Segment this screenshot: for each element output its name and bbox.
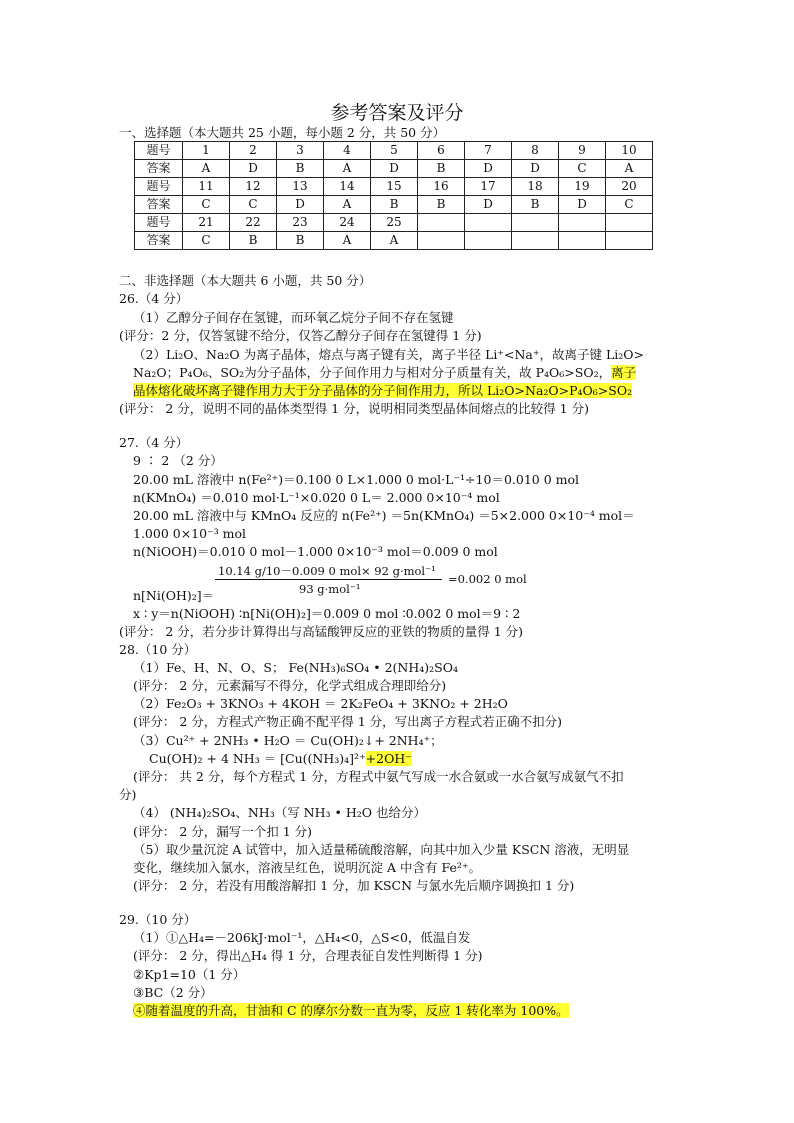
answer-cell: A <box>371 232 418 250</box>
answer-cell: 12 <box>230 178 277 196</box>
answer-cell: C <box>183 196 230 214</box>
q26-highlight: 离子 <box>611 365 637 380</box>
answer-cell: D <box>277 196 324 214</box>
answer-cell: B <box>371 196 418 214</box>
q26-part1: （1）乙醇分子间存在氢键，而环氧乙烷分子间不存在氢键 <box>133 310 454 325</box>
q29-part1: （1）①△H₄=－206kJ·mol⁻¹，△H₄<0，△S<0，低温自发 <box>133 930 471 945</box>
answer-cell <box>418 232 465 250</box>
q27-heading: 27.（4 分） <box>119 435 189 450</box>
answer-cell: 24 <box>324 214 371 232</box>
answer-cell: 15 <box>371 178 418 196</box>
q26-highlight-line: 晶体熔化破坏离子键作用力大于分子晶体的分子间作用力，所以 Li₂O>Na₂O>P₄O₆>SO₂ <box>133 383 633 398</box>
answer-cell: 6 <box>418 142 465 160</box>
q26-score1: (评分：2 分，仅答氢键不给分，仅答乙醇分子间存在氢键得 1 分) <box>119 328 482 343</box>
answer-cell: D <box>512 160 559 178</box>
row-label-cell: 答案 <box>135 196 183 214</box>
fraction-bar <box>215 579 442 580</box>
answer-cell: C <box>559 160 606 178</box>
section1-heading: 一、选择题（本大题共 25 小题，每小题 2 分，共 50 分） <box>119 125 446 140</box>
q29-part2: ②Kp1=10（1 分） <box>133 967 246 982</box>
q26-text: Na₂O；P₄O₆、SO₂为分子晶体，分子间作用力与相对分子质量有关，故 P₄O₆>SO₂， <box>133 365 612 380</box>
answer-cell: 5 <box>371 142 418 160</box>
answer-cell: 7 <box>465 142 512 160</box>
row-label-cell: 题号 <box>135 178 183 196</box>
q28-score5: (评分： 2 分，若没有用酸溶解扣 1 分，加 KSCN 与氯水先后顺序调换扣 1 分) <box>133 878 575 893</box>
answer-cell: D <box>230 160 277 178</box>
section2-heading: 二、非选择题（本大题共 6 小题，共 50 分） <box>119 273 372 288</box>
answer-cell: A <box>324 196 371 214</box>
answer-cell: B <box>277 160 324 178</box>
answer-cell: 3 <box>277 142 324 160</box>
table-row <box>135 160 653 178</box>
fraction-numerator: 10.14 g/10－0.009 0 mol× 92 g·mol⁻¹ <box>218 564 436 578</box>
q26-score2: (评分： 2 分，说明不同的晶体类型得 1 分，说明相同类型晶体间熔点的比较得 1 分) <box>119 401 589 416</box>
q28-score4: (评分： 2 分，漏写一个扣 1 分) <box>133 824 313 839</box>
answer-cell: D <box>465 196 512 214</box>
answer-cell: C <box>183 232 230 250</box>
answer-cell: C <box>606 196 653 214</box>
q28-score3-cont: 分) <box>119 787 137 802</box>
q26-part2-line2 <box>133 364 636 382</box>
answer-cell: B <box>230 232 277 250</box>
q27-line2: 20.00 mL 溶液中 n(Fe²⁺)＝0.100 0 L×1.000 0 mol·L⁻¹÷10＝0.010 0 mol <box>133 472 580 487</box>
q28-heading: 28.（10 分） <box>119 642 197 657</box>
answer-cell: 23 <box>277 214 324 232</box>
q27-line3: n(KMnO₄) ＝0.010 mol·L⁻¹×0.020 0 L＝ 2.000 0×10⁻⁴ mol <box>133 490 500 505</box>
answer-cell: A <box>606 160 653 178</box>
answer-cell: A <box>183 160 230 178</box>
answer-cell: 18 <box>512 178 559 196</box>
table-row <box>135 142 653 160</box>
answer-cell: B <box>418 196 465 214</box>
answer-cell <box>465 214 512 232</box>
answer-cell <box>418 214 465 232</box>
table-row <box>135 232 653 250</box>
q29-heading: 29.（10 分） <box>119 912 197 927</box>
answer-cell: 2 <box>230 142 277 160</box>
answer-cell <box>512 214 559 232</box>
row-label-cell: 答案 <box>135 160 183 178</box>
q28-part1: （1）Fe、H、N、O、S； Fe(NH₃)₆SO₄ • 2(NH₄)₂SO₄ <box>133 660 458 675</box>
q27-line4: 20.00 mL 溶液中与 KMnO₄ 反应的 n(Fe²⁺) ＝5n(KMnO₄) ＝5×2.000 0×10⁻⁴ mol＝ <box>133 508 635 523</box>
q26-part2-line3 <box>133 382 632 400</box>
q28-part3-line2 <box>149 750 412 768</box>
q28-score3: (评分： 共 2 分，每个方程式 1 分，方程式中氨气写成一水合氨或一水合氨写成氨气不扣 <box>133 769 624 784</box>
answer-cell <box>559 232 606 250</box>
q28-part3: （3）Cu²⁺ + 2NH₃ • H₂O ＝ Cu(OH)₂↓+ 2NH₄⁺； <box>133 733 443 748</box>
q27-line7: n[Ni(OH)₂]＝ <box>133 588 215 603</box>
answer-cell: 22 <box>230 214 277 232</box>
row-label-cell: 题号 <box>135 214 183 232</box>
q28-score1: (评分： 2 分，元素漏写不得分，化学式组成合理即给分) <box>133 678 447 693</box>
answer-cell: 25 <box>371 214 418 232</box>
q26-heading: 26.（4 分） <box>119 291 189 306</box>
q28-part5: （5）取少量沉淀 A 试管中，加入适量稀硫酸溶解，向其中加入少量 KSCN 溶液，无明显 <box>133 842 630 857</box>
answer-cell: B <box>277 232 324 250</box>
q27-line5: 1.000 0×10⁻³ mol <box>133 526 247 541</box>
q28-highlight: +2OH⁻ <box>365 751 412 766</box>
answer-cell: B <box>418 160 465 178</box>
answer-cell: 16 <box>418 178 465 196</box>
answer-cell: 14 <box>324 178 371 196</box>
answer-cell: C <box>230 196 277 214</box>
answer-cell: 10 <box>606 142 653 160</box>
q29-part3: ③BC（2 分） <box>133 985 213 1000</box>
answer-cell: 9 <box>559 142 606 160</box>
answer-cell: 13 <box>277 178 324 196</box>
q27-score: (评分： 2 分，若分步计算得出与高锰酸钾反应的亚铁的物质的量得 1 分) <box>119 624 524 639</box>
answer-cell <box>606 214 653 232</box>
fraction-result: =0.002 0 mol <box>448 572 527 586</box>
table-row <box>135 178 653 196</box>
table-row <box>135 196 653 214</box>
page-title: 参考答案及评分 <box>330 102 464 124</box>
answer-cell: 21 <box>183 214 230 232</box>
answer-cell: 19 <box>559 178 606 196</box>
answer-cell <box>559 214 606 232</box>
answer-cell: 20 <box>606 178 653 196</box>
answer-cell: A <box>324 232 371 250</box>
answer-cell: A <box>324 160 371 178</box>
q27-line8: x ∶ y＝n(NiOOH) ∶n[Ni(OH)₂]＝0.009 0 mol ∶0.002 0 mol＝9 ∶ 2 <box>133 606 521 621</box>
row-label-cell: 答案 <box>135 232 183 250</box>
answer-table <box>134 141 653 250</box>
row-label-cell: 题号 <box>135 142 183 160</box>
answer-cell: 17 <box>465 178 512 196</box>
q28-part2: （2）Fe₂O₃ + 3KNO₃ + 4KOH ＝ 2K₂FeO₄ + 3KNO₂ + 2H₂O <box>133 696 508 711</box>
answer-cell: 8 <box>512 142 559 160</box>
q27-answer: 9 ∶ 2 （2 分） <box>133 453 223 468</box>
q28-equation: Cu(OH)₂ + 4 NH₃ ＝ [Cu((NH₃)₄]²⁺ <box>149 751 366 766</box>
answer-cell <box>465 232 512 250</box>
fraction-denominator: 93 g·mol⁻¹ <box>299 582 361 596</box>
answer-cell <box>606 232 653 250</box>
answer-cell: D <box>559 196 606 214</box>
q29-highlight: ④随着温度的升高，甘油和 C 的摩尔分数一直为零，反应 1 转化率为 100%。 <box>133 1003 569 1018</box>
q29-part4 <box>133 1002 569 1020</box>
answer-cell: 1 <box>183 142 230 160</box>
table-row <box>135 214 653 232</box>
q29-score1: (评分： 2 分，得出△H₄ 得 1 分，合理表征自发性判断得 1 分) <box>133 948 483 963</box>
q27-line6: n(NiOOH)＝0.010 0 mol－1.000 0×10⁻³ mol＝0.009 0 mol <box>133 544 498 559</box>
answer-cell: D <box>371 160 418 178</box>
answer-cell: 4 <box>324 142 371 160</box>
answer-cell: D <box>465 160 512 178</box>
answer-cell: B <box>512 196 559 214</box>
q28-score2: (评分： 2 分，方程式产物正确不配平得 1 分，写出离子方程式若正确不扣分) <box>133 714 563 729</box>
q28-part4: （4） (NH₄)₂SO₄、NH₃（写 NH₃ • H₂O 也给分） <box>133 805 426 820</box>
q28-part5-line2: 变化，继续加入氯水，溶液呈红色，说明沉淀 A 中含有 Fe²⁺。 <box>133 860 481 875</box>
answer-cell <box>512 232 559 250</box>
answer-cell: 11 <box>183 178 230 196</box>
q26-part2: （2）Li₂O、Na₂O 为离子晶体，熔点与离子键有关，离子半径 Li⁺<Na⁺，故离子键 Li₂O> <box>133 347 644 362</box>
